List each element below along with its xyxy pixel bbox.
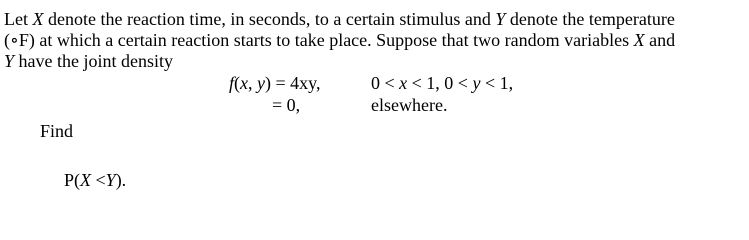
problem-line-2: (∘F) at which a certain reaction starts to take place. Suppose that two random variables X and <box>4 30 676 50</box>
density-row-1-condition: 0 < x < 1, 0 < y < 1, <box>371 73 514 93</box>
problem-line-1: Let X denote the reaction time, in seconds, to a certain stimulus and Y denote the temperature <box>4 9 675 29</box>
problem-line-3: Y have the joint density <box>4 51 173 71</box>
problem-statement <box>4 9 749 72</box>
density-row-2-expression: = 0, <box>272 95 301 115</box>
target-probability: P(X <Y). <box>64 170 127 190</box>
density-row-1-expression: f(x, y) = 4xy, <box>229 73 321 93</box>
find-label: Find <box>40 121 74 141</box>
density-row-2-condition: elsewhere. <box>371 95 448 115</box>
